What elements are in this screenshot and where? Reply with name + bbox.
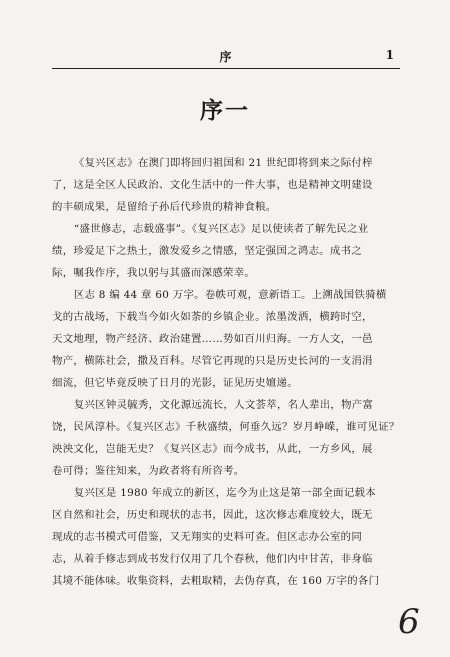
running-header [52,46,400,69]
text-line: 复兴区是 1980 年成立的新区，迄今为止这是第一部全面记载本 [73,487,376,499]
text-line: 《复兴区志》在澳门即将回归祖国和 21 世纪即将到来之际付梓 [73,157,373,169]
text-line: 区志 8 编 44 章 60 万字。卷帙可观，意新语工。上溯战国铁骑横 [73,289,387,301]
paragraph [52,482,404,592]
page-number: 1 [385,48,394,62]
body-text [52,152,404,592]
text-line: 际，嘱我作序，我以躬与其盛而深感荣幸。 [52,267,256,279]
text-line: 现成的志书模式可借鉴，又无翔实的史料可查。但区志办公室的同 [52,531,363,543]
text-line: 其境不能体味。收集资料，去粗取精，去伪存真，在 160 万字的各门 [52,575,380,587]
text-line: 复兴区钟灵毓秀，文化源远流长，人文荟萃，名人辈出，物产富 [73,399,374,411]
paragraph [52,394,404,482]
text-line: 泱泱文化，岂能无史？《复兴区志》而今成书，从此，一方乡风，展 [52,443,373,455]
paragraph [52,152,404,218]
paragraph [52,284,404,394]
text-line: 卷可得；鉴往知来，为政者将有所咨考。 [52,465,245,477]
text-line: 天文地理，物产经济、政治建置……势如百川归海。一方人文，一邑 [52,333,373,345]
text-line: 绩，珍爱足下之热土，激发爱乡之情感，坚定强国之鸿志。成书之 [52,245,363,257]
text-line: 细流，但它毕竟反映了日月的光影，证见历史嬗递。 [52,377,298,389]
chapter-title: 序一 [200,98,250,124]
text-line: 的丰硕成果，是留给子孙后代珍贵的精神食粮。 [52,201,277,213]
header-title: 序 [219,50,233,64]
text-line: 戈的古战场，下载当今如火如荼的乡镇企业。浓墨泼洒，横跨时空， [52,311,373,323]
paragraph [52,218,404,284]
text-line: 志，从着手修志到成书发行仅用了几个春秋，他们内中甘苦，非身临 [52,553,373,565]
text-line: “盛世修志，志载盛事”。《复兴区志》足以使读者了解先民之业 [73,223,369,235]
text-line: 饶，民风淳朴。《复兴区志》千秋盛绩，何垂久远？岁月峥嵘，谁可见证？ [52,421,400,433]
text-line: 区自然和社会，历史和现状的志书，因此，这次修志难度较大，既无 [52,509,373,521]
text-line: 了，这是全区人民政治、文化生活中的一件大事，也是精神文明建设 [52,179,373,191]
text-line: 物产，横陈社会，撒及百科。尽管它再现的只是历史长河的一支涓涓 [52,355,373,367]
handwritten-page-mark: 6 [398,602,420,642]
